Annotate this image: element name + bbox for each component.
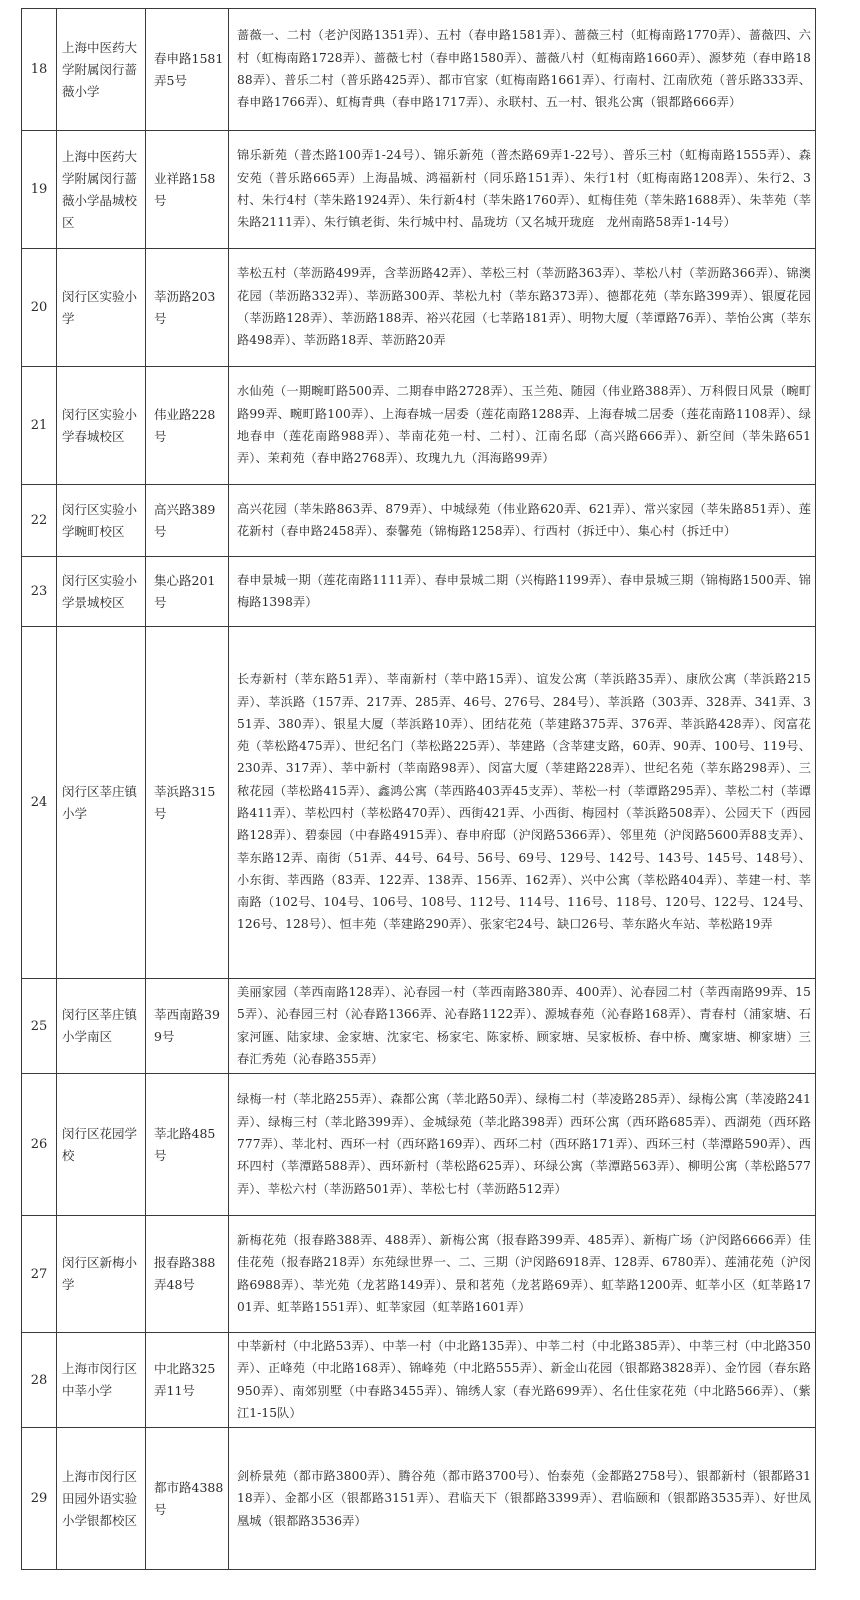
- catchment-area-cell: [229, 485, 816, 557]
- catchment-area-cell: [229, 1333, 816, 1428]
- school-address-cell: [146, 367, 229, 485]
- table-row: [22, 627, 816, 979]
- school-name: 上海市闵行区中莘小学: [62, 1361, 138, 1399]
- catchment-area-cell: [229, 367, 816, 485]
- school-address-cell: [146, 1333, 229, 1428]
- catchment-area-text: 美丽家园（莘西南路128弄）、沁春园一村（莘西南路380弄、400弄）、沁春园二村（莘西南路99弄、155弄）、沁春园三村（沁春路1366弄、沁春路1122弄）、源城春苑（沁春路168弄）、青春村（浦家塘、石家河匯、陆家埭、金家塘、沈家宅、杨家宅、陈家桥、顾家塘、吴家板桥、春中桥、鹰家塘、柳家塘）三春汇秀苑（沁春路355弄）: [237, 985, 811, 1066]
- row-number: 18: [30, 62, 48, 77]
- school-address: 伟业路228号: [154, 406, 216, 444]
- school-address-cell: [146, 1216, 229, 1333]
- school-name-cell: [57, 1333, 146, 1428]
- catchment-area-cell: [229, 627, 816, 979]
- school-address: 报春路388弄48号: [154, 1255, 216, 1293]
- school-name-cell: [57, 485, 146, 557]
- catchment-area-cell: [229, 557, 816, 627]
- catchment-area-cell: [229, 1074, 816, 1216]
- row-number-cell: [22, 131, 57, 249]
- school-address: 莘浜路315号: [154, 783, 216, 821]
- row-number-cell: [22, 9, 57, 131]
- row-number-cell: [22, 1216, 57, 1333]
- school-name: 闵行区实验小学景城校区: [62, 572, 138, 610]
- school-name-cell: [57, 249, 146, 367]
- school-name-cell: [57, 9, 146, 131]
- school-name-cell: [57, 557, 146, 627]
- catchment-area-text: 莘松五村（莘沥路499弄，含莘沥路42弄）、莘松三村（莘沥路363弄）、莘松八村（莘沥路366弄）、锦澳花园（莘沥路332弄）、莘沥路300弄、莘松九村（莘东路373弄）、德都花苑（莘东路399弄）、银厦花园（莘沥路128弄）、莘沥路188弄、裕兴花园（七莘路181弄）、明物大厦（莘谭路76弄）、莘怡公寓（莘东路498弄）、莘沥路18弄、莘沥路20弄: [237, 266, 811, 348]
- school-address: 莘西南路399号: [154, 1007, 220, 1045]
- row-number-cell: [22, 1074, 57, 1216]
- row-number: 29: [30, 1491, 48, 1507]
- catchment-area-text: 中莘新村（中北路53弄）、中莘一村（中北路135弄）、中莘二村（中北路385弄）、中莘三村（中北路350弄）、正峰苑（中北路168弄）、锦峰苑（中北路555弄）、新金山花园（银都路3828弄）、金竹园（春东路950弄）、南郊别墅（中春路3455弄）、锦绣人家（春光路699弄）、名仕佳家花苑（中北路566弄）、（紫江1-15队）: [237, 1339, 811, 1421]
- school-address-cell: [146, 485, 229, 557]
- school-name: 闵行区实验小学畹町校区: [62, 501, 138, 539]
- school-address: 集心路201号: [154, 572, 216, 610]
- row-number-cell: [22, 627, 57, 979]
- catchment-area-text: 高兴花园（莘朱路863弄、879弄）、中城绿苑（伟业路620弄、621弄）、常兴家园（莘朱路851弄）、莲花新村（春申路2458弄）、泰馨苑（锦梅路1258弄）、行西村（拆迁中）、集心村（拆迁中）: [237, 501, 811, 538]
- row-number: 28: [30, 1372, 48, 1388]
- catchment-area-cell: [229, 1428, 816, 1570]
- row-number-cell: [22, 1428, 57, 1570]
- school-address-cell: [146, 9, 229, 131]
- row-number-cell: [22, 979, 57, 1074]
- school-name: 闵行区花园学校: [62, 1125, 138, 1163]
- catchment-area-text: 长寿新村（莘东路51弄）、莘南新村（莘中路15弄）、谊发公寓（莘浜路35弄）、康欣公寓（莘浜路215弄）、莘浜路（157弄、217弄、285弄、46号、276号、284号）、莘浜路（303弄、328弄、341弄、351弄、380弄）、银星大厦（莘浜路10弄）、团结花苑（莘建路375弄、376弄、莘浜路428弄）、闵富花苑（莘松路475弄）、世纪名门（莘松路225弄）、莘建路（含莘建支路，60弄、90弄、100号、119号、230弄、317弄）、莘中新村（莘南路98弄）、闵富大厦（莘建路228弄）、世纪名苑（莘东路298弄）、三秾花园（莘松路415弄）、鑫鸿公寓（莘西路403弄45支弄）、莘松一村（莘谭路295弄）、莘松二村（莘谭路411弄）、莘松四村（莘松路470弄）、西街421弄、小西街、梅园村（莘浜路508弄）、公园天下（西园路128弄）、碧泰园（中春路4915弄）、春申府邸（沪闵路5366弄）、邻里苑（沪闵路5600弄88支弄）、莘东路12弄、南街（51弄、44号、64号、56号、69号、129号、142号、143号、145号、148号）、小东街、莘西路（83弄、122弄、138弄、156弄、162弄）、兴中公寓（莘松路404弄）、莘建一村、莘南路（102号、104号、106号、108号、112号、114号、116号、118号、120号、122号、124号、126号、128号）、恒丰苑（莘建路290弄）、张家宅24号、缺口26号、莘东路火车站、莘松路19弄: [237, 672, 811, 932]
- table-row: [22, 1074, 816, 1216]
- table-row: [22, 557, 816, 627]
- row-number: 22: [30, 513, 48, 528]
- row-number: 26: [30, 1137, 48, 1153]
- catchment-area-cell: [229, 9, 816, 131]
- row-number-cell: [22, 367, 57, 485]
- row-number-cell: [22, 485, 57, 557]
- school-name-cell: [57, 131, 146, 249]
- row-number-cell: [22, 557, 57, 627]
- catchment-area-text: 新梅花苑（报春路388弄、488弄）、新梅公寓（报春路399弄、485弄）、新梅广场（沪闵路6666弄）佳佳花苑（报春路218弄）东苑绿世界一、二、三期（沪闵路6918弄、128弄、6780弄）、莲浦花苑（沪闵路6988弄）、莘光苑（龙茗路149弄）、景和茗苑（龙茗路69弄）、虹莘路1200弄、虹莘小区（虹莘路1701弄、虹莘路1551弄）、虹莘家园（虹莘路1601弄）: [237, 1233, 811, 1314]
- school-address: 高兴路389号: [154, 501, 216, 539]
- table-row: [22, 1428, 816, 1570]
- school-district-table: [21, 8, 816, 1570]
- school-name: 上海中医药大学附属闵行蔷薇小学: [62, 39, 138, 99]
- row-number: 23: [30, 584, 48, 599]
- school-address-cell: [146, 1428, 229, 1570]
- table-row: [22, 9, 816, 131]
- catchment-area-text: 绿梅一村（莘北路255弄）、森都公寓（莘北路50弄）、绿梅二村（莘凌路285弄）、绿梅公寓（莘凌路241弄）、绿梅三村（莘北路399弄）、金城绿苑（莘北路398弄）西环公寓（西环路685弄）、西湖苑（西环路777弄）、莘北村、西环一村（西环路169弄）、西环二村（西环路171弄）、西环三村（莘潭路590弄）、西环四村（莘潭路588弄）、西环新村（莘松路625弄）、环绿公寓（莘潭路563弄）、柳明公寓（莘松路577弄）、莘松六村（莘沥路501弄）、莘松七村（莘沥路512弄）: [237, 1092, 811, 1196]
- school-name: 闵行区实验小学: [62, 288, 138, 326]
- row-number-cell: [22, 1333, 57, 1428]
- row-number: 20: [30, 300, 48, 315]
- school-name: 上海市闵行区田园外语实验小学银都校区: [62, 1468, 138, 1528]
- school-address-cell: [146, 249, 229, 367]
- table-body: [22, 9, 816, 1570]
- catchment-area-text: 春申景城一期（莲花南路1111弄）、春申景城二期（兴梅路1199弄）、春申景城三期（锦梅路1500弄、锦梅路1398弄）: [237, 572, 811, 609]
- school-address-cell: [146, 627, 229, 979]
- school-name-cell: [57, 367, 146, 485]
- school-name: 闵行区实验小学春城校区: [62, 406, 138, 444]
- school-address-cell: [146, 131, 229, 249]
- row-number: 19: [30, 182, 48, 197]
- school-address: 春申路1581弄5号: [154, 50, 224, 88]
- school-address-cell: [146, 979, 229, 1074]
- catchment-area-cell: [229, 1216, 816, 1333]
- catchment-area-cell: [229, 249, 816, 367]
- table-row: [22, 131, 816, 249]
- row-number-cell: [22, 249, 57, 367]
- school-address: 业祥路158号: [154, 170, 216, 208]
- table-row: [22, 1216, 816, 1333]
- school-address: 莘北路485号: [154, 1125, 216, 1163]
- table-row: [22, 249, 816, 367]
- catchment-area-cell: [229, 131, 816, 249]
- row-number: 21: [30, 418, 48, 433]
- school-name-cell: [57, 979, 146, 1074]
- school-name-cell: [57, 1428, 146, 1570]
- school-name: 闵行区新梅小学: [62, 1255, 138, 1293]
- school-address: 都市路4388号: [154, 1479, 224, 1517]
- catchment-area-text: 水仙苑（一期畹町路500弄、二期春申路2728弄）、玉兰苑、随园（伟业路388弄）、万科假日风景（畹町路99弄、畹町路100弄）、上海春城一居委（莲花南路1288弄、上海春城二居委（莲花南路1108弄）、绿地春申（莲花南路988弄）、莘南花苑一村、二村）、江南名邸（高兴路666弄）、新空间（莘朱路651弄）、茉莉苑（春申路2768弄）、玫瑰九九（洱海路99弄）: [237, 384, 811, 466]
- row-number: 24: [30, 795, 48, 810]
- catchment-area-text: 锦乐新苑（普杰路100弄1-24号）、锦乐新苑（普杰路69弄1-22号）、普乐三村（虹梅南路1555弄）、森安苑（普乐路665弄）上海晶城、鸿福新村（同乐路151弄）、朱行1村（虹梅南路1208弄）、朱行2、3村、朱行4村（莘朱路1924弄）、朱行新4村（莘朱路1760弄）、虹梅佳苑（莘朱路1688弄）、朱莘苑（莘朱路2111弄）、朱行镇老街、朱行城中村、晶珑坊（又名城开珑庭 龙州南路58弄1-14号）: [237, 148, 811, 230]
- row-number: 25: [30, 1018, 48, 1034]
- table-row: [22, 979, 816, 1074]
- catchment-area-text: 蔷薇一、二村（老沪闵路1351弄）、五村（春申路1581弄）、蔷薇三村（虹梅南路1770弄）、蔷薇四、六村（虹梅南路1728弄）、蔷薇七村（春申路1580弄）、蔷薇八村（虹梅南路1660弄）、源梦苑（春申路1888弄）、普乐二村（普乐路425弄）、都市官家（虹梅南路1661弄）、行南村、江南欣苑（普乐路333弄、春申路1766弄）、虹梅青典（春申路1717弄）、永联村、五一村、银兆公寓（银都路666弄）: [237, 28, 811, 110]
- catchment-area-text: 剑桥景苑（都市路3800弄）、腾谷苑（都市路3700号）、怡泰苑（金都路2758号）、银都新村（银都路3118弄）、金都小区（银都路3151弄）、君临天下（银都路3399弄）、君临颐和（银都路3535弄）、好世凤凰城（银都路3536弄）: [237, 1468, 811, 1528]
- catchment-area-cell: [229, 979, 816, 1074]
- table-row: [22, 485, 816, 557]
- school-address: 中北路325弄11号: [154, 1361, 216, 1399]
- school-name: 上海中医药大学附属闵行蔷薇小学晶城校区: [62, 148, 138, 230]
- table-row: [22, 367, 816, 485]
- school-name: 闵行区莘庄镇小学南区: [62, 1007, 138, 1045]
- school-name-cell: [57, 627, 146, 979]
- school-address-cell: [146, 557, 229, 627]
- school-name-cell: [57, 1074, 146, 1216]
- table-row: [22, 1333, 816, 1428]
- school-address: 莘沥路203号: [154, 288, 216, 326]
- row-number: 27: [30, 1266, 48, 1282]
- school-address-cell: [146, 1074, 229, 1216]
- school-name: 闵行区莘庄镇小学: [62, 783, 138, 821]
- school-name-cell: [57, 1216, 146, 1333]
